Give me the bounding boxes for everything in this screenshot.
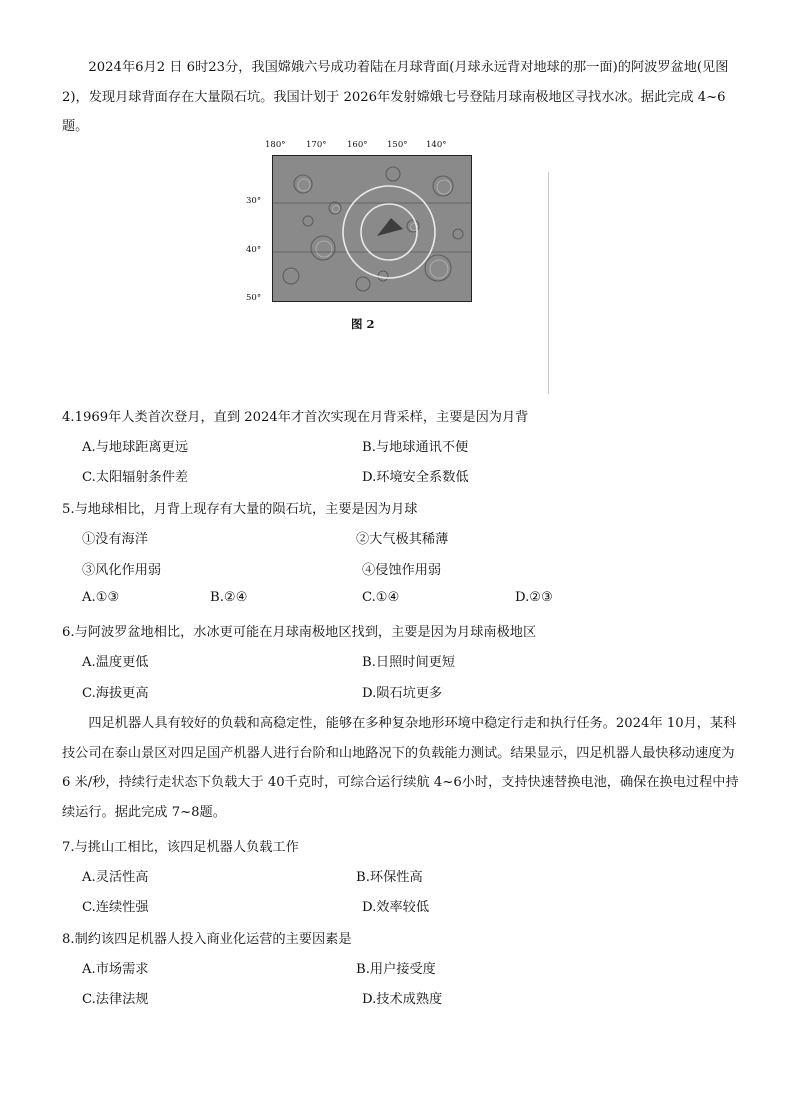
question-7-stem: 7.与挑山工相比，该四足机器人负载工作: [62, 840, 299, 855]
latitude-label-30: 30°: [246, 196, 262, 206]
question-4-option-b: B.与地球通讯不便: [362, 440, 469, 455]
question-4-stem: 4.1969年人类首次登月，直到 2024年才首次实现在月背采样，主要是因为月背: [62, 410, 529, 425]
question-7-option-d: D.效率较低: [362, 900, 430, 915]
latitude-label-50: 50°: [246, 293, 262, 303]
longitude-label-150: 150°: [387, 140, 408, 150]
question-8-option-a: A.市场需求: [82, 962, 149, 977]
longitude-label-160: 160°: [347, 140, 368, 150]
question-5-option-c: C.①④: [362, 590, 400, 605]
intro-passage-1: 2024年6月2 日 6时23分，我国嫦娥六号成功着陆在月球背面(月球永远背对地球的那一面)的阿波罗盆地(见图2)，发现月球背面存在大量陨石坑。我国计划于 2026年发射嫦娥七号登陆月球南极地区寻找水冰。据此完成 4~6题。: [62, 60, 729, 134]
question-7-option-a: A.灵活性高: [82, 870, 149, 885]
figure-caption: 图 2: [351, 317, 375, 331]
apollo-basin-map: [272, 155, 472, 302]
question-6-option-c: C.海拔更高: [82, 686, 149, 701]
lunar-surface-image: [273, 156, 471, 301]
question-6-option-d: D.陨石坑更多: [362, 686, 443, 701]
longitude-label-170: 170°: [306, 140, 327, 150]
question-8-option-c: C.法律法规: [82, 992, 149, 1007]
question-5-statement-4: ④侵蚀作用弱: [362, 563, 442, 578]
question-6-option-b: B.日照时间更短: [362, 655, 456, 670]
question-8-option-d: D.技术成熟度: [362, 992, 443, 1007]
question-6-option-a: A.温度更低: [82, 655, 149, 670]
longitude-label-180: 180°: [265, 140, 286, 150]
question-8-stem: 8.制约该四足机器人投入商业化运营的主要因素是: [62, 932, 352, 947]
latitude-label-40: 40°: [246, 245, 262, 255]
question-4-option-a: A.与地球距离更远: [82, 440, 189, 455]
intro-passage-2: 四足机器人具有较好的负载和高稳定性，能够在多种复杂地形环境中稳定行走和执行任务。2024年 10月，某科技公司在泰山景区对四足国产机器人进行台阶和山地路况下的负载能力测试。结果显示，四足机器人最快移动速度为 6 米/秒，持续行走状态下负载大于 40千克时，可综合运行续航 4~6小时，支持快速替换电池，确保在换电过程中持续运行。据此完成 7~8题。: [62, 716, 739, 820]
question-8-option-b: B.用户接受度: [356, 962, 436, 977]
question-5-statement-3: ③风化作用弱: [82, 563, 162, 578]
scan-divider-line: [548, 172, 549, 394]
question-7-option-b: B.环保性高: [356, 870, 423, 885]
question-5-option-a: A.①③: [82, 590, 120, 605]
question-5-stem: 5.与地球相比，月背上现存有大量的陨石坑，主要是因为月球: [62, 502, 418, 517]
question-4-option-c: C.太阳辐射条件差: [82, 470, 189, 485]
question-5-statement-2: ②大气极其稀薄: [356, 532, 449, 547]
question-6-stem: 6.与阿波罗盆地相比，水冰更可能在月球南极地区找到，主要是因为月球南极地区: [62, 625, 537, 640]
question-5-statement-1: ①没有海洋: [82, 532, 148, 547]
longitude-label-140: 140°: [426, 140, 447, 150]
question-5-option-b: B.②④: [210, 590, 248, 605]
question-5-option-d: D.②③: [515, 590, 553, 605]
question-4-option-d: D.环境安全系数低: [362, 470, 469, 485]
question-7-option-c: C.连续性强: [82, 900, 149, 915]
